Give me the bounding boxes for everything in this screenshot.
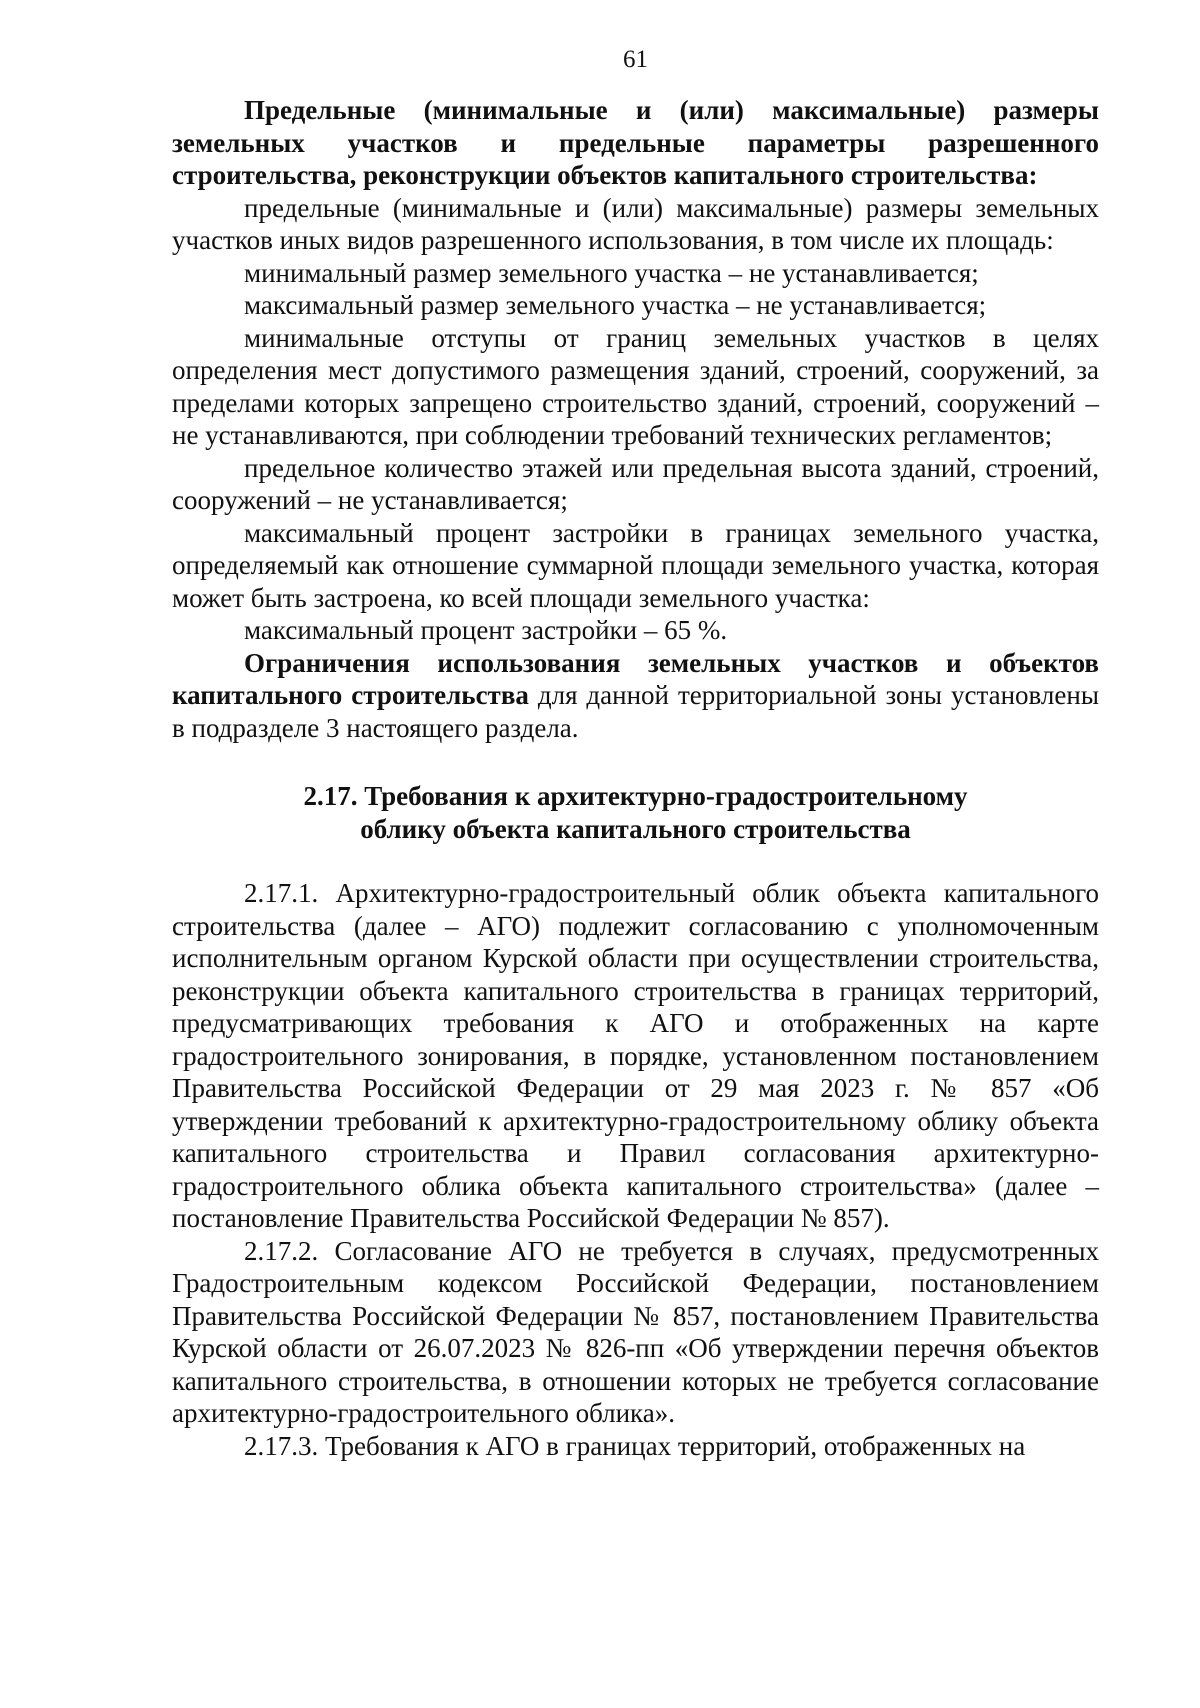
limits-heading: Предельные (минимальные и (или) максимальные) размеры земельных участков и предельные параметры разрешенного строительства, реконструкции объектов капитального строительства: xyxy=(172,95,1099,190)
paragraph-plot-sizes: предельные (минимальные и (или) максимальные) размеры земельных участков иных видов разрешенного использования, в том числе их площадь: xyxy=(172,192,1099,255)
page-number: 61 xyxy=(623,46,648,73)
restrictions-text: для данной территориальной зоны установлены в подразделе 3 настоящего раздела. xyxy=(172,680,1099,743)
paragraph-restrictions xyxy=(172,647,1099,745)
section-title-line-2: облику объекта капитального строительства xyxy=(360,813,911,844)
paragraph-2-17-2: 2.17.2. Согласование АГО не требуется в случаях, предусмотренных Градостроительным кодексом Российской Федерации, постановлением Правительства Российской Федерации № 857, постановлением Правительства Курской области от 26.07.2023 № 826-пп «Об утверждении перечня объектов капитального строительства, в отношении которых не требуется согласование архитектурно-градостроительного облика». xyxy=(172,1235,1099,1428)
paragraph-floors: предельное количество этажей или предельная высота зданий, строений, сооружений – не устанавливается; xyxy=(172,452,1099,515)
paragraph-2-17-3: 2.17.3. Требования к АГО в границах территорий, отображенных на xyxy=(244,1430,1026,1461)
paragraph-2-17-1: 2.17.1. Архитектурно-градостроительный облик объекта капитального строительства (далее – АГО) подлежит согласованию с уполномоченным исполнительным органом Курской области при осуществлении строительства, реконструкции объекта капитального строительства в границах территорий, предусматривающих требования к АГО и отображенных на карте градостроительного зонирования, в порядке, установленном постановлением Правительства Российской Федерации от 29 мая 2023 г. № 857 «Об утверждении требований к архитектурно-градостроительному облику объекта капитального строительства и Правил согласования архитектурно-градостроительного облика объекта капитального строительства» (далее – постановление Правительства Российской Федерации № 857). xyxy=(172,878,1099,1233)
paragraph-build-percent-def: максимальный процент застройки в границах земельного участка, определяемый как отношение суммарной площади земельного участка, которая может быть застроена, ко всей площади земельного участка: xyxy=(172,517,1099,613)
section-title xyxy=(172,780,1099,845)
document-page xyxy=(172,40,1099,1462)
paragraph-setbacks: минимальные отступы от границ земельных участков в целях определения мест допустимого размещения зданий, строений, сооружений, за пределами которых запрещено строительство зданий, строений, сооружений – не устанавливаются, при соблюдении требований технических регламентов; xyxy=(172,322,1099,450)
paragraph-min-size: минимальный размер земельного участка – не устанавливается; xyxy=(244,257,979,288)
paragraph-build-percent: максимальный процент застройки – 65 %. xyxy=(244,615,728,645)
restrictions-bold-text: Ограничения использования земельных участков и объектов капитального строительства xyxy=(172,647,1099,710)
section-title-line-1: 2.17. Требования к архитектурно-градостроительному xyxy=(303,781,968,811)
paragraph-max-size: максимальный размер земельного участка – не устанавливается; xyxy=(244,290,987,320)
